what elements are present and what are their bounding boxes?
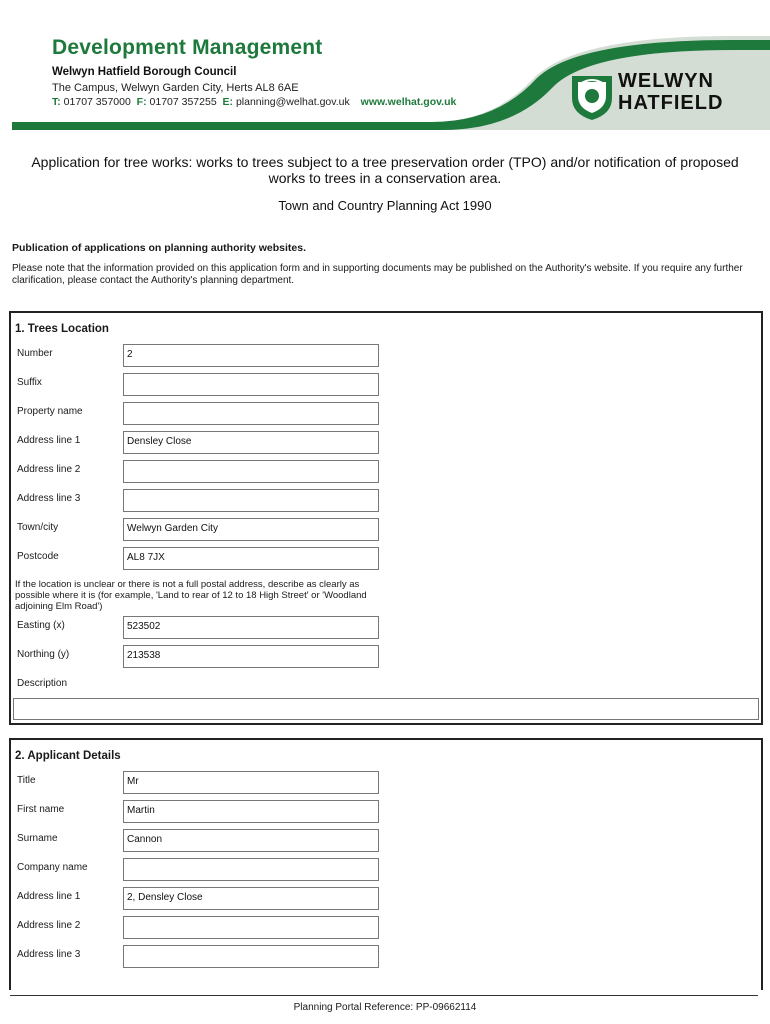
number-field[interactable]: 2 (123, 344, 379, 367)
property-name-label: Property name (17, 406, 83, 417)
fax-label: F: (136, 96, 147, 108)
portal-reference: Planning Portal Reference: PP-09662114 (293, 1002, 477, 1013)
applicant-address-line-2-field[interactable] (123, 916, 379, 939)
easting-field[interactable]: 523502 (123, 616, 379, 639)
applicant-address-line-3-field[interactable] (123, 945, 379, 968)
tel-label: T: (52, 96, 61, 108)
contact-line (52, 96, 456, 108)
section-title: 1. Trees Location (15, 323, 109, 335)
publication-text: Please note that the information provided on this application form and in supporting documents may be published on the Authority's website. If you require any further clarification, please contact the Authority's planning department. (12, 263, 743, 286)
logo-wordmark (618, 70, 723, 114)
town-city-field[interactable]: Welwyn Garden City (123, 518, 379, 541)
tel-value: 01707 357000 (63, 96, 131, 108)
section-applicant-details (9, 738, 763, 990)
applicant-address-line-2-label: Address line 2 (17, 920, 81, 931)
property-name-field[interactable] (123, 402, 379, 425)
logo-line-2: HATFIELD (618, 92, 724, 114)
footer-divider (10, 995, 758, 996)
suffix-field[interactable] (123, 373, 379, 396)
northing-label: Northing (y) (17, 649, 70, 660)
location-note: If the location is unclear or there is not a full postal address, describe as clearly as possible where it is (for example, 'Land to rear of 12 to 18 High Street' or 'Woodland adjoining Elm Road') (15, 579, 367, 612)
address-line-2-label: Address line 2 (17, 464, 81, 475)
address-line-1-label: Address line 1 (17, 435, 81, 446)
description-label: Description (17, 678, 68, 689)
surname-field[interactable]: Cannon (123, 829, 379, 852)
surname-label: Surname (17, 833, 58, 844)
first-name-field[interactable]: Martin (123, 800, 379, 823)
applicant-address-line-1-field[interactable]: 2, Densley Close (123, 887, 379, 910)
number-label: Number (17, 348, 53, 359)
website-link[interactable]: www.welhat.gov.uk (360, 96, 457, 108)
northing-field[interactable]: 213538 (123, 645, 379, 668)
council-address: The Campus, Welwyn Garden City, Herts AL8 6AE (52, 82, 299, 94)
form-title: Application for tree works: works to trees subject to a tree preservation order (TPO) and/or notification of proposed works to trees in a conservation area. (31, 154, 739, 186)
postcode-field[interactable]: AL8 7JX (123, 547, 379, 570)
title-label: Title (17, 775, 36, 786)
email-label: E: (222, 96, 234, 108)
fax-value: 01707 357255 (149, 96, 217, 108)
applicant-address-line-3-label: Address line 3 (17, 949, 81, 960)
publication-heading: Publication of applications on planning authority websites. (12, 242, 307, 254)
address-line-3-field[interactable] (123, 489, 379, 512)
title-field[interactable]: Mr (123, 771, 379, 794)
act-title: Town and Country Planning Act 1990 (278, 198, 492, 213)
easting-label: Easting (x) (17, 620, 65, 631)
postcode-label: Postcode (17, 551, 59, 562)
description-field[interactable] (13, 698, 759, 720)
section-trees-location (9, 311, 763, 725)
town-city-label: Town/city (17, 522, 59, 533)
company-name-field[interactable] (123, 858, 379, 881)
company-name-label: Company name (17, 862, 88, 873)
suffix-label: Suffix (17, 377, 42, 388)
address-line-1-field[interactable]: Densley Close (123, 431, 379, 454)
header-title: Development Management (52, 36, 323, 59)
applicant-address-line-1-label: Address line 1 (17, 891, 81, 902)
address-line-2-field[interactable] (123, 460, 379, 483)
email-link[interactable]: planning@welhat.gov.uk (235, 96, 350, 108)
section-title: 2. Applicant Details (15, 750, 121, 762)
logo-line-1: WELWYN (618, 70, 714, 92)
council-name: Welwyn Hatfield Borough Council (52, 66, 237, 78)
address-line-3-label: Address line 3 (17, 493, 81, 504)
first-name-label: First name (17, 804, 65, 815)
